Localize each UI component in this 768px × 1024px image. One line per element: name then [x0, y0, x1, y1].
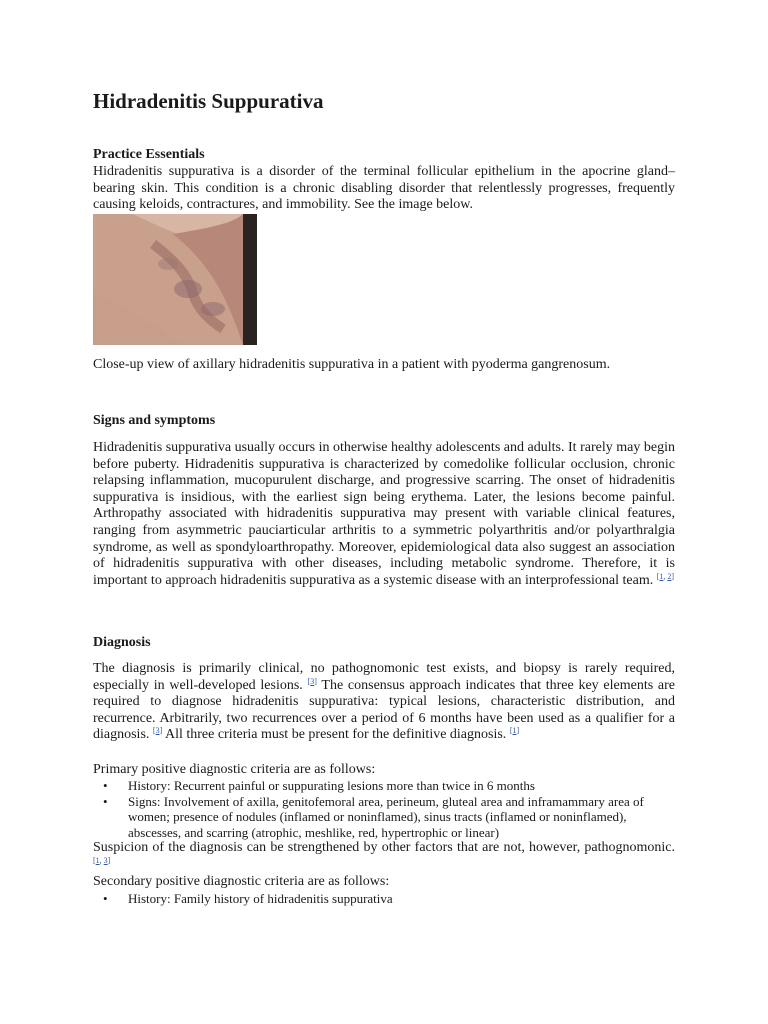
signs-heading: Signs and symptoms — [93, 413, 216, 428]
secondary-criteria-list — [93, 891, 653, 907]
list-item — [93, 778, 653, 794]
ref-link[interactable]: 3 — [310, 676, 315, 686]
diagnosis-text-part: The consensus approach indicates that three key elements are required to diagnose hidradenitis suppurativa: typical lesions, characteristic distribution, and recurrence. Arbitrarily, two recurrences over a period of 6 months have been used as a qualifier for a diagnosis. — [93, 677, 675, 743]
primary-criteria-list — [93, 778, 653, 840]
bullet-icon: • — [103, 778, 108, 793]
primary-criteria-intro: Primary positive diagnostic criteria are as follows: — [93, 762, 376, 777]
clinical-photo — [93, 214, 257, 345]
ref-link[interactable]: 1 — [512, 726, 517, 736]
diagnosis-text — [93, 661, 675, 744]
suspicion-citation: [1, 3] — [93, 855, 111, 865]
diagnosis-heading: Diagnosis — [93, 635, 151, 650]
diagnosis-citation: [3] — [152, 726, 163, 736]
suspicion-body: Suspicion of the diagnosis can be strengthened by other factors that are not, however, pathognomonic. — [93, 840, 675, 855]
list-item-text: Signs: Involvement of axilla, genitofemoral area, perineum, gluteal area and inframammary area of women; presence of nodules (inflamed or noninflamed), sinus tracts (inflamed or noninflamed), abscesses, and scarring (atrophic, meshlike, red, hypertrophic or linear) — [128, 793, 644, 840]
page-title: Hidradenitis Suppurativa — [93, 89, 324, 113]
bullet-icon: • — [103, 793, 108, 809]
ref-link[interactable]: 1 — [659, 571, 664, 581]
clinical-photo-image — [93, 214, 257, 345]
practice-heading: Practice Essentials — [93, 147, 205, 162]
ref-link[interactable]: 1 — [95, 855, 100, 865]
signs-text — [93, 440, 675, 589]
ref-link[interactable]: 3 — [155, 726, 160, 736]
list-item-text: History: Recurrent painful or suppurating lesions more than twice in 6 months — [128, 778, 535, 793]
suspicion-text — [93, 840, 675, 873]
secondary-criteria-intro: Secondary positive diagnostic criteria are as follows: — [93, 874, 390, 889]
diagnosis-citation: [3] — [307, 676, 317, 686]
diagnosis-citation: [1] — [509, 726, 520, 736]
ref-link[interactable]: 3 — [103, 855, 108, 865]
figure-caption: Close-up view of axillary hidradenitis suppurativa in a patient with pyoderma gangrenosum. — [93, 357, 611, 372]
ref-link[interactable]: 2 — [667, 571, 672, 581]
list-item-text: History: Family history of hidradenitis suppurativa — [128, 891, 393, 906]
diagnosis-text-part: All three criteria must be present for the definitive diagnosis. — [164, 727, 507, 743]
bullet-icon: • — [103, 891, 108, 906]
diagnosis-text-part: The diagnosis is primarily clinical, no pathognomonic test exists, and biopsy is rarely required, especially in well-developed lesions. — [93, 661, 675, 693]
practice-text: Hidradenitis suppurativa is a disorder of the terminal follicular epithelium in the apocrine gland–bearing skin. This condition is a chronic disabling disorder that relentlessly progresses, frequently causing keloids, contractures, and immobility. See the image below. — [93, 164, 675, 213]
list-item — [93, 794, 653, 841]
signs-body: Hidradenitis suppurativa usually occurs in otherwise healthy adolescents and adults. It rarely may begin before puberty. Hidradenitis suppurativa is characterized by comedolike follicular occlusion, chronic relapsing inflammation, mucopurulent discharge, and progressive scarring. The onset of hidradenitis suppurativa is insidious, with the earliest sign being erythema. Later, the lesions become painful. Arthropathy associated with hidradenitis suppurativa may present with variable clinical features, ranging from asymmetric pauciarticular arthritis to a symmetric polyarthritis and/or polyarthralgia syndrome, as well as spondyloarthropathy. Moreover, epidemiological data also suggest an association of hidradenitis suppurativa with other diseases, including metabolic syndrome. Therefore, it is important to approach hidradenitis suppurativa as a systemic disease with an interprofessional team. — [93, 440, 675, 588]
list-item — [93, 891, 653, 907]
signs-citation: [1, 2] — [656, 571, 675, 581]
